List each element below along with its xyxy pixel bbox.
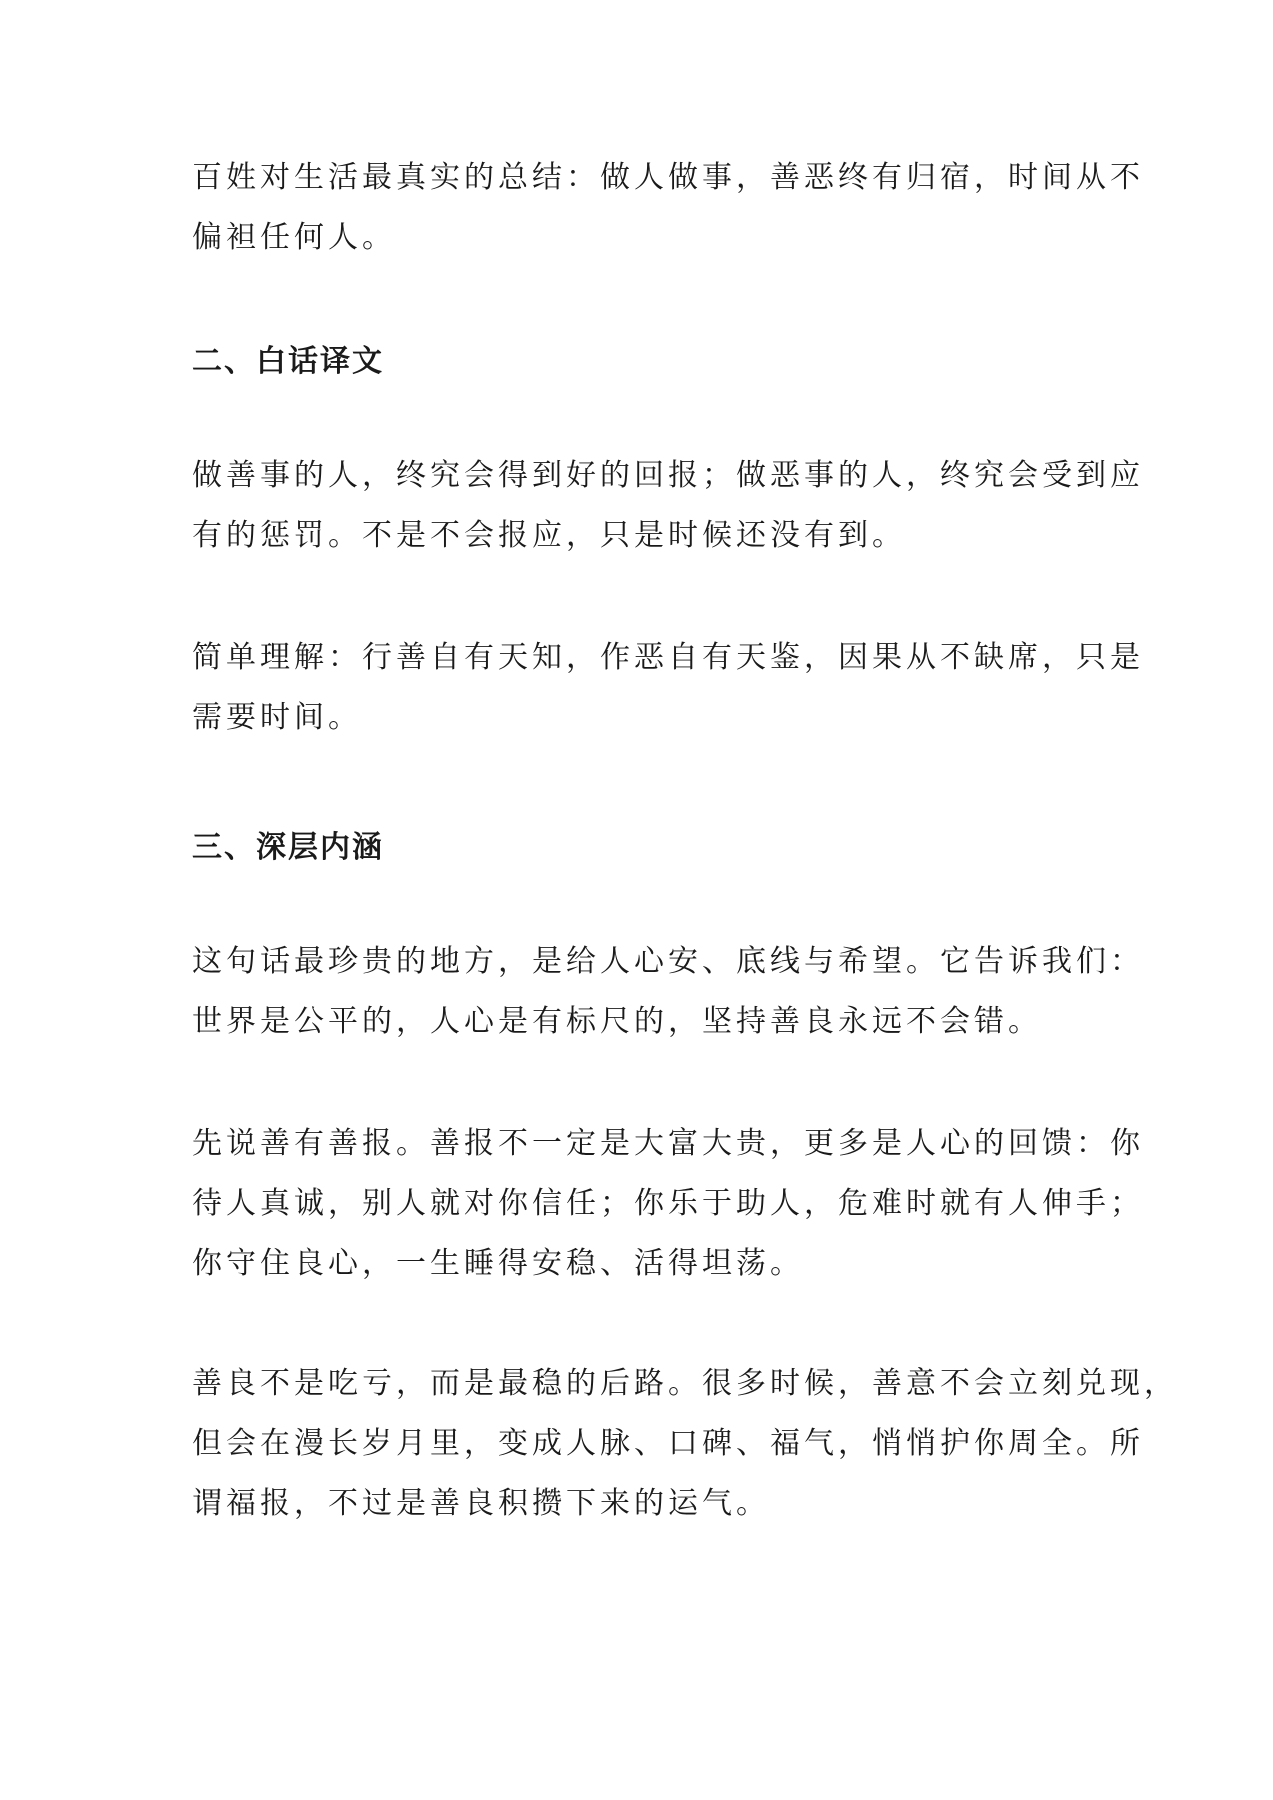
paragraph-line: 做善事的人，终究会得到好的回报；做恶事的人，终究会受到应 — [192, 458, 1144, 493]
paragraph-line: 谓福报，不过是善良积攒下来的运气。 — [192, 1486, 770, 1521]
paragraph-line: 偏袒任何人。 — [192, 220, 396, 255]
paragraph-meaning-3 — [192, 1354, 1178, 1534]
paragraph-intro — [192, 148, 1144, 268]
paragraph-line: 简单理解：行善自有天知，作恶自有天鉴，因果从不缺席，只是 — [192, 640, 1144, 675]
paragraph-translation-1 — [192, 446, 1144, 566]
paragraph-line: 世界是公平的，人心是有标尺的，坚持善良永远不会错。 — [192, 1004, 1042, 1039]
section-heading-translation: 二、白话译文 — [192, 344, 384, 379]
paragraph-line: 善良不是吃亏，而是最稳的后路。很多时候，善意不会立刻兑现， — [192, 1366, 1178, 1401]
paragraph-line: 但会在漫长岁月里，变成人脉、口碑、福气，悄悄护你周全。所 — [192, 1426, 1144, 1461]
paragraph-translation-2 — [192, 628, 1144, 748]
paragraph-line: 有的惩罚。不是不会报应，只是时候还没有到。 — [192, 518, 906, 553]
paragraph-line: 待人真诚，别人就对你信任；你乐于助人，危难时就有人伸手； — [192, 1186, 1144, 1221]
paragraph-line: 你守住良心，一生睡得安稳、活得坦荡。 — [192, 1246, 804, 1281]
paragraph-meaning-2 — [192, 1114, 1144, 1294]
paragraph-line: 这句话最珍贵的地方，是给人心安、底线与希望。它告诉我们： — [192, 944, 1144, 979]
paragraph-line: 百姓对生活最真实的总结：做人做事，善恶终有归宿，时间从不 — [192, 160, 1144, 195]
paragraph-line: 先说善有善报。善报不一定是大富大贵，更多是人心的回馈：你 — [192, 1126, 1144, 1161]
section-heading-meaning: 三、深层内涵 — [192, 830, 384, 865]
paragraph-line: 需要时间。 — [192, 700, 362, 735]
paragraph-meaning-1 — [192, 932, 1144, 1052]
